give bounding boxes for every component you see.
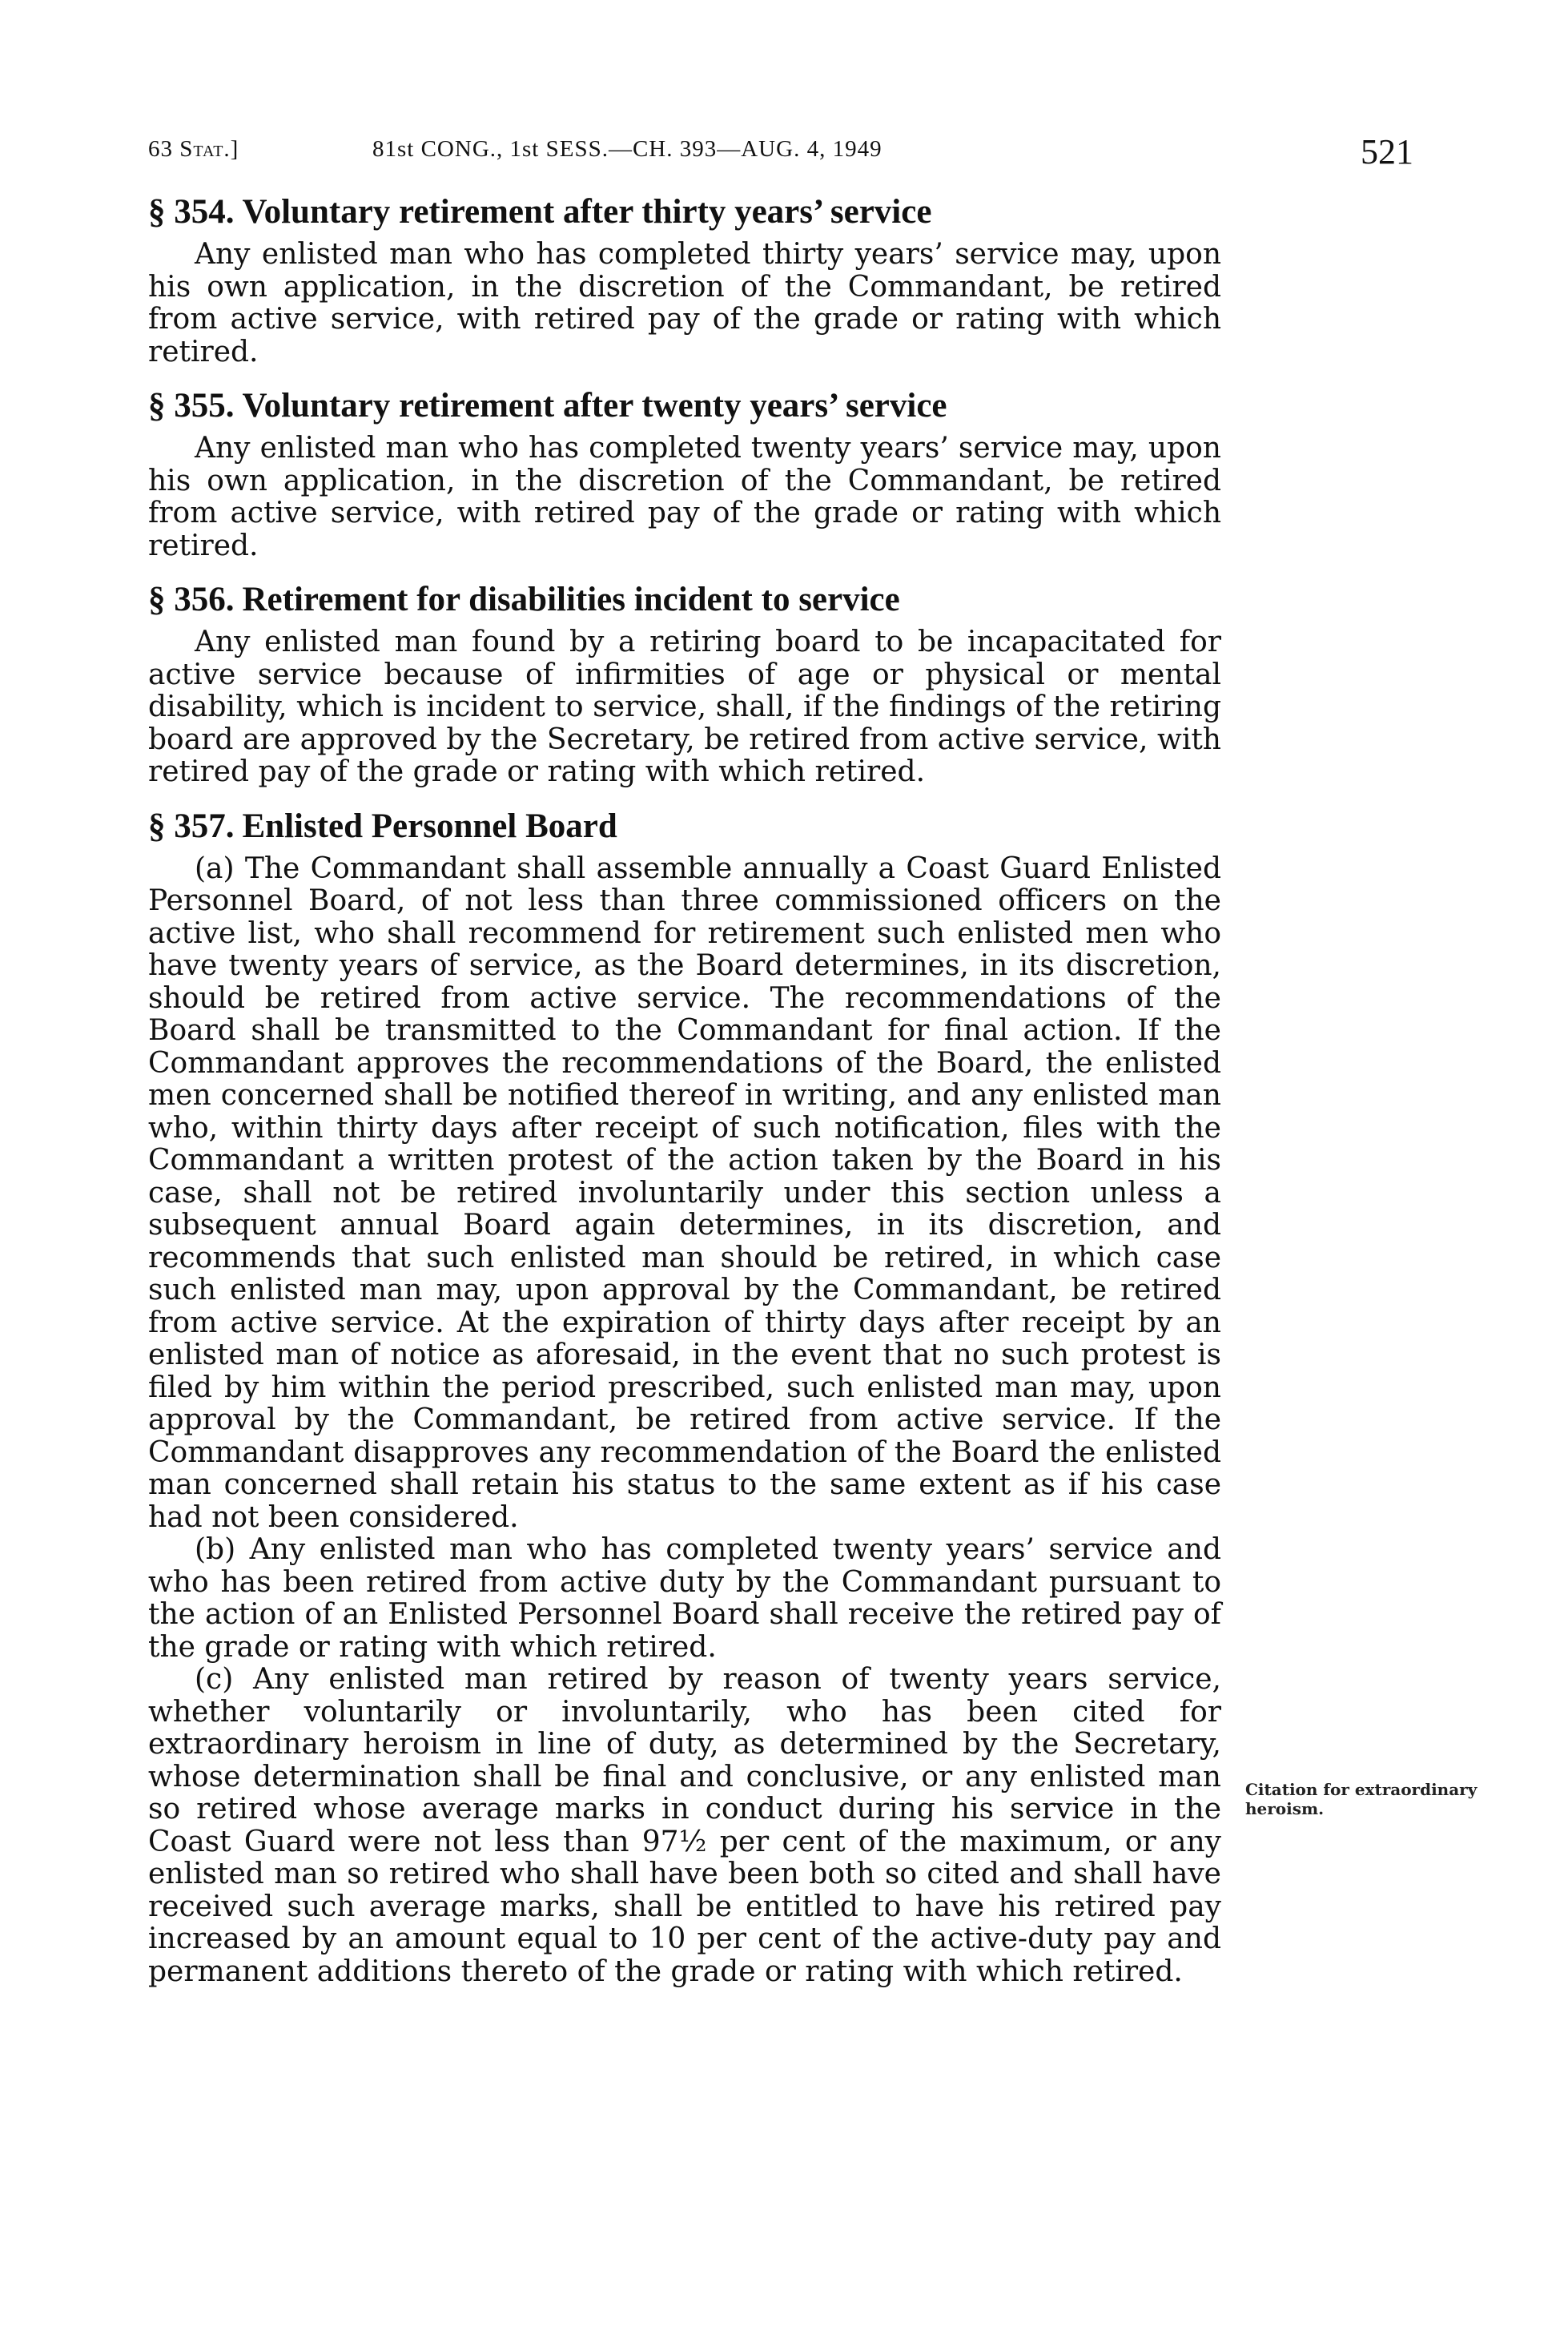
section-354 <box>148 192 1221 368</box>
section-paragraph: Any enlisted man who has completed twenty years’ service may, upon his own application, in the discretion of the Commandant, be retired from active service, with retired pay of the grade or rating with which retired. <box>148 432 1221 562</box>
subsection-b: (b) Any enlisted man who has completed twenty years’ service and who has been retired from active duty by the Commandant pursuant to the action of an Enlisted Personnel Board shall receive the retired pay of the grade or rating with which retired. <box>148 1533 1221 1664</box>
section-heading <box>148 580 1221 620</box>
session-reference: 81st CONG., 1st SESS.—CH. 393—AUG. 4, 1949 <box>372 136 883 162</box>
running-head <box>148 128 1413 176</box>
section-title: Voluntary retirement after thirty years’ service <box>242 193 932 231</box>
section-356 <box>148 580 1221 789</box>
section-title: Retirement for disabilities incident to service <box>242 581 900 618</box>
section-heading <box>148 192 1221 232</box>
section-title: Voluntary retirement after twenty years’ service <box>242 387 947 425</box>
subsection-a: (a) The Commandant shall assemble annually a Coast Guard Enlisted Personnel Board, of not less than three commissioned officers on the active list, who shall recommend for retirement such enlisted men who have twenty years of service, as the Board determines, in its discretion, should be retired from active service. The recommendations of the Board shall be transmitted to the Commandant for final action. If the Commandant approves the recommendations of the Board, the enlisted men concerned shall be notified thereof in writing, and any enlisted man who, within thirty days after receipt of such notification, files with the Commandant a written protest of the action taken by the Board in his case, shall not be retired involuntarily under this section unless a subsequent annual Board again determines, in its discretion, and recommends that such enlisted man should be retired, in which case such enlisted man may, upon approval by the Commandant, be retired from active service. At the expiration of thirty days after receipt by an enlisted man of notice as aforesaid, in the event that no such protest is filed by him within the period prescribed, such enlisted man may, upon approval by the Commandant, be retired from active service. If the Commandant disapproves any recommendation of the Board the enlisted man concerned shall retain his status to the same extent as if his case had not been considered. <box>148 851 1221 1534</box>
section-paragraph: Any enlisted man found by a retiring board to be incapacitated for active service because of infirmities of age or physical or mental disability, which is incident to service, shall, if the findings of the retiring board are approved by the Secretary, be retired from active service, with retired pay of the grade or rating with which retired. <box>148 626 1221 788</box>
subsection-c: (c) Any enlisted man retired by reason of twenty years service, whether voluntarily or involuntarily, who has been cited for extraordinary heroism in line of duty, as determined by the Secretary, whose determination shall be final and conclusive, or any enlisted man so retired whose average marks in conduct during his service in the Coast Guard were not less than 97½ per cent of the maximum, or any enlisted man so retired who shall have been both so cited and shall have received such average marks, shall be entitled to have his retired pay increased by an amount equal to 10 per cent of the active-duty pay and permanent additions thereto of the grade or rating with which retired. <box>148 1663 1221 1988</box>
section-number: § 354. <box>148 193 235 231</box>
section-357 <box>148 807 1221 1989</box>
page-number: 521 <box>1361 132 1413 171</box>
section-number: § 356. <box>148 581 235 618</box>
page-body <box>148 192 1221 1988</box>
section-number: § 357. <box>148 807 235 845</box>
margin-note: Citation for extraordinary heroism. <box>1245 1780 1478 1818</box>
section-heading <box>148 807 1221 847</box>
section-355 <box>148 386 1221 562</box>
section-heading <box>148 386 1221 426</box>
section-number: § 355. <box>148 387 235 425</box>
section-title: Enlisted Personnel Board <box>242 807 617 845</box>
section-paragraph: Any enlisted man who has completed thirty years’ service may, upon his own application, in the discretion of the Commandant, be retired from active service, with retired pay of the grade or rating with which retired. <box>148 238 1221 368</box>
stat-reference: 63 Stat.] <box>148 136 239 162</box>
